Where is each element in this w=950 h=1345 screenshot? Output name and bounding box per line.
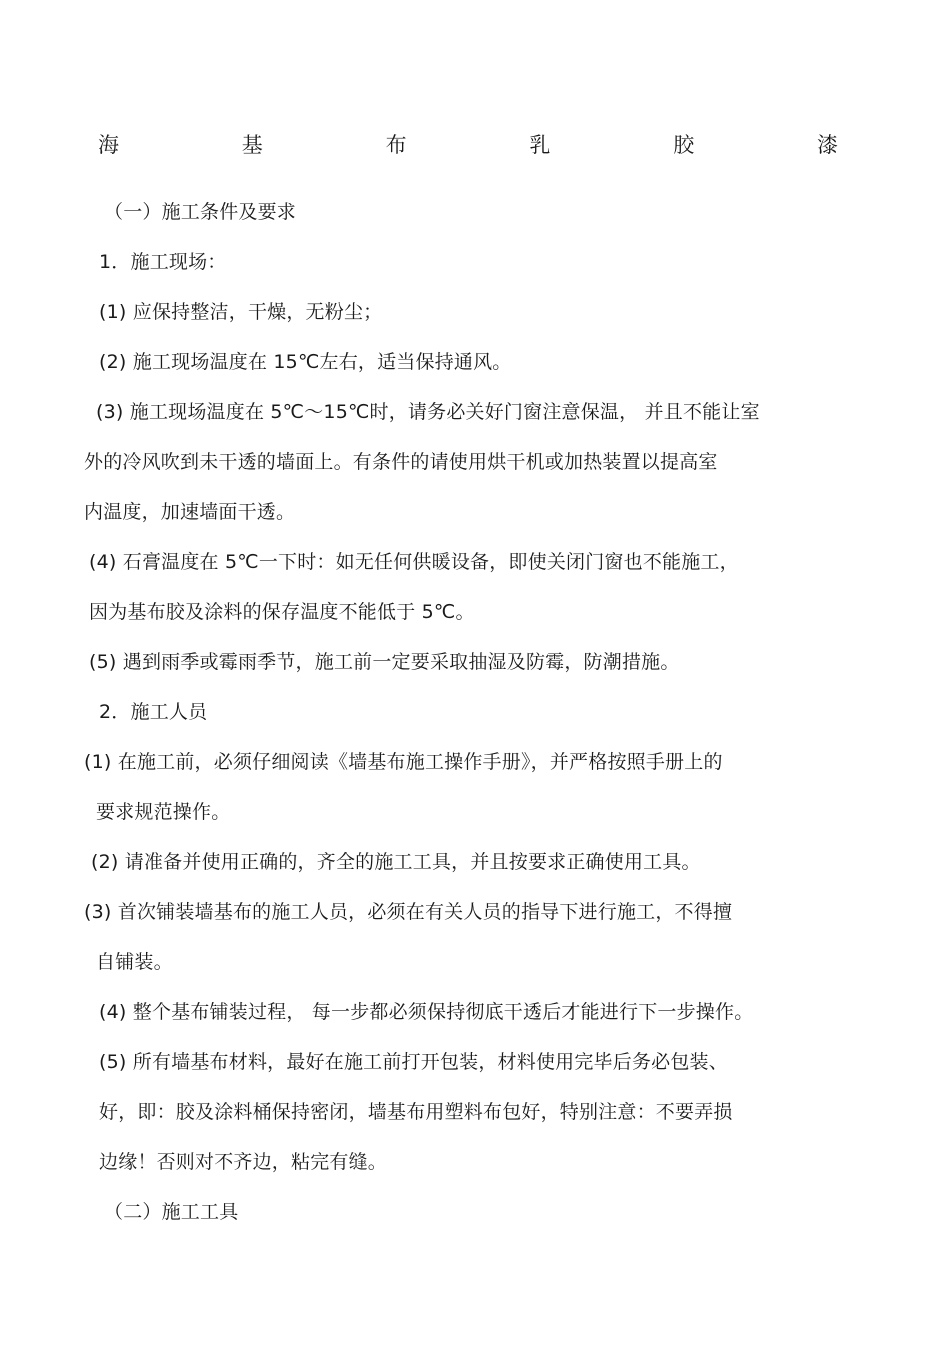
title-char: 漆 — [816, 133, 838, 157]
title-char: 布 — [385, 133, 407, 157]
paragraph-line: 外的冷风吹到未干透的墙面上。有条件的请使用烘干机或加热装置以提高室 — [84, 451, 718, 473]
paragraph-line: 要求规范操作。 — [96, 801, 231, 823]
section-heading: （二）施工工具 — [104, 1201, 239, 1223]
paragraph-line: (3) 施工现场温度在 5℃～15℃时，请务必关好门窗注意保温， 并且不能让室 — [96, 401, 760, 423]
paragraph-line: (1) 应保持整洁，干燥，无粉尘； — [99, 301, 383, 323]
paragraph-line: 边缘！否则对不齐边，粘完有缝。 — [99, 1151, 388, 1173]
paragraph-line: (5) 所有墙基布材料，最好在施工前打开包装，材料使用完毕后务必包装、 — [99, 1051, 728, 1073]
paragraph-line: (5) 遇到雨季或霉雨季节，施工前一定要采取抽湿及防霉，防潮措施。 — [89, 651, 680, 673]
title-char: 海 — [98, 133, 119, 157]
document-title — [98, 128, 838, 162]
paragraph-line: 自铺装。 — [96, 951, 173, 973]
section-heading: （一）施工条件及要求 — [104, 201, 297, 223]
title-char: 乳 — [529, 133, 551, 157]
subsection-heading: 1．施工现场： — [99, 251, 227, 273]
paragraph-line: 因为基布胶及涂料的保存温度不能低于 5℃。 — [89, 601, 475, 623]
paragraph-line: 内温度，加速墙面干透。 — [84, 501, 296, 523]
subsection-heading: 2．施工人员 — [99, 701, 208, 723]
title-char: 胶 — [673, 133, 695, 157]
paragraph-line: 好，即：胶及涂料桶保持密闭，墙基布用塑料布包好，特别注意：不要弄损 — [99, 1101, 733, 1123]
paragraph-line: (2) 请准备并使用正确的，齐全的施工工具，并且按要求正确使用工具。 — [91, 851, 701, 873]
paragraph-line: (2) 施工现场温度在 15℃左右，适当保持通风。 — [99, 351, 512, 373]
paragraph-line: (4) 石膏温度在 5℃一下时：如无任何供暖设备，即使关闭门窗也不能施工， — [89, 551, 739, 573]
paragraph-line: (1) 在施工前，必须仔细阅读《墙基布施工操作手册》，并严格按照手册上的 — [84, 751, 723, 773]
paragraph-line: (4) 整个基布铺装过程， 每一步都必须保持彻底干透后才能进行下一步操作。 — [99, 1001, 754, 1023]
paragraph-line: (3) 首次铺装墙基布的施工人员，必须在有关人员的指导下进行施工，不得擅 — [84, 901, 733, 923]
title-char: 基 — [241, 133, 263, 157]
